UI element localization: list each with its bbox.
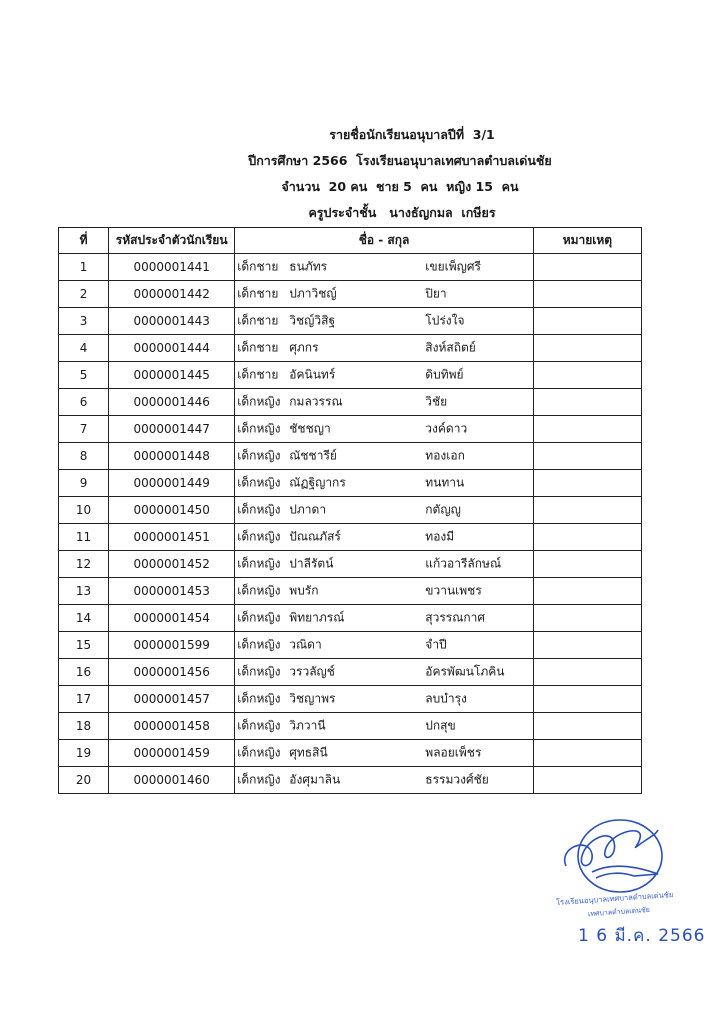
last-name: ขวานเพชร — [425, 583, 482, 598]
student-name — [235, 389, 534, 416]
first-name: ศุภกร — [289, 340, 319, 355]
first-name: พบรัก — [289, 583, 319, 598]
name-prefix: เด็กหญิง — [237, 475, 281, 490]
last-name: ลบบำรุง — [425, 691, 467, 706]
row-number: 4 — [59, 335, 109, 362]
first-name: ปาลีรัตน์ — [289, 556, 334, 571]
table-row — [59, 362, 642, 389]
student-name — [235, 551, 534, 578]
remarks-cell — [533, 389, 641, 416]
remarks-cell — [533, 416, 641, 443]
remarks-cell — [533, 308, 641, 335]
row-number: 15 — [59, 632, 109, 659]
table-row — [59, 281, 642, 308]
table-row — [59, 308, 642, 335]
student-id: 0000001442 — [109, 281, 235, 308]
row-number: 6 — [59, 389, 109, 416]
last-name: ปิยา — [425, 286, 447, 301]
row-number: 20 — [59, 767, 109, 794]
first-name: อังศุมาลิน — [289, 772, 341, 787]
student-id: 0000001453 — [109, 578, 235, 605]
row-number: 7 — [59, 416, 109, 443]
row-number: 19 — [59, 740, 109, 767]
first-name: กมลวรรณ — [289, 394, 343, 409]
student-id: 0000001446 — [109, 389, 235, 416]
row-number: 12 — [59, 551, 109, 578]
name-prefix: เด็กหญิง — [237, 421, 281, 436]
table-row — [59, 416, 642, 443]
name-prefix: เด็กชาย — [237, 367, 279, 382]
homeroom-teacher-line: ครูประจำชั้น นางธัญกมล เกษียร — [308, 205, 496, 220]
remarks-cell — [533, 551, 641, 578]
first-name: วิภวานี — [289, 718, 326, 733]
remarks-cell — [533, 713, 641, 740]
name-prefix: เด็กชาย — [237, 313, 279, 328]
student-name — [235, 632, 534, 659]
last-name: พลอยเพ็ชร — [425, 745, 482, 760]
student-name — [235, 497, 534, 524]
table-row — [59, 605, 642, 632]
student-id: 0000001458 — [109, 713, 235, 740]
table-row — [59, 767, 642, 794]
student-id: 0000001457 — [109, 686, 235, 713]
student-name — [235, 659, 534, 686]
student-name — [235, 335, 534, 362]
column-header-student-id: รหัสประจำตัวนักเรียน — [109, 228, 235, 254]
student-name — [235, 416, 534, 443]
first-name: วิชญาพร — [289, 691, 336, 706]
student-id: 0000001448 — [109, 443, 235, 470]
first-name: ปัณณภัสร์ — [289, 529, 341, 544]
student-name — [235, 578, 534, 605]
student-id: 0000001444 — [109, 335, 235, 362]
student-name — [235, 713, 534, 740]
table-row — [59, 470, 642, 497]
document-title: รายชื่อนักเรียนอนุบาลปีที่ 3/1 — [329, 127, 495, 142]
student-count-line: จำนวน 20 คน ชาย 5 คน หญิง 15 คน — [281, 179, 519, 194]
last-name: อัครพัฒนโภคิน — [425, 664, 505, 679]
name-prefix: เด็กหญิง — [237, 718, 281, 733]
student-name — [235, 362, 534, 389]
last-name: ทนทาน — [425, 475, 465, 490]
first-name: ปภาวิชญ์ — [289, 286, 337, 301]
last-name: วงค์ดาว — [425, 421, 468, 436]
row-number: 14 — [59, 605, 109, 632]
name-prefix: เด็กหญิง — [237, 448, 281, 463]
student-id: 0000001441 — [109, 254, 235, 281]
remarks-cell — [533, 281, 641, 308]
name-prefix: เด็กหญิง — [237, 529, 281, 544]
row-number: 2 — [59, 281, 109, 308]
remarks-cell — [533, 443, 641, 470]
stamp-school-name: โรงเรียนอนุบาลเทศบาลตำบลเด่นชัย — [555, 889, 674, 908]
row-number: 8 — [59, 443, 109, 470]
name-prefix: เด็กหญิง — [237, 610, 281, 625]
name-prefix: เด็กหญิง — [237, 583, 281, 598]
table-row — [59, 632, 642, 659]
row-number: 9 — [59, 470, 109, 497]
last-name: กตัญญู — [425, 502, 461, 517]
column-header-full-name: ชื่อ - สกุล — [235, 228, 534, 254]
column-header-remarks: หมายเหตุ — [533, 228, 641, 254]
student-name — [235, 686, 534, 713]
table-row — [59, 659, 642, 686]
remarks-cell — [533, 686, 641, 713]
student-name — [235, 470, 534, 497]
remarks-cell — [533, 767, 641, 794]
name-prefix: เด็กหญิง — [237, 556, 281, 571]
first-name: วิชญ์วิสิฐ — [289, 313, 336, 328]
name-prefix: เด็กหญิง — [237, 637, 281, 652]
remarks-cell — [533, 470, 641, 497]
stamp-circle — [578, 820, 662, 892]
table-row — [59, 578, 642, 605]
row-number: 10 — [59, 497, 109, 524]
student-id: 0000001456 — [109, 659, 235, 686]
name-prefix: เด็กหญิง — [237, 772, 281, 787]
school-year-line: ปีการศึกษา 2566 โรงเรียนอนุบาลเทศบาลตำบลเด่นชัย — [248, 153, 552, 168]
last-name: ดิบทิพย์ — [425, 367, 464, 382]
table-row — [59, 443, 642, 470]
table-row — [59, 497, 642, 524]
first-name: ชัชชญา — [289, 421, 331, 436]
column-header-number: ที่ — [59, 228, 109, 254]
name-prefix: เด็กชาย — [237, 286, 279, 301]
student-name — [235, 281, 534, 308]
name-prefix: เด็กหญิง — [237, 394, 281, 409]
student-id: 0000001451 — [109, 524, 235, 551]
name-prefix: เด็กหญิง — [237, 691, 281, 706]
name-prefix: เด็กหญิง — [237, 502, 281, 517]
student-name — [235, 524, 534, 551]
table-row — [59, 524, 642, 551]
table-row — [59, 335, 642, 362]
table-row — [59, 740, 642, 767]
row-number: 16 — [59, 659, 109, 686]
stamp-municipality: เทศบาลตำบลเด่นชัย — [587, 905, 651, 919]
table-header-row — [59, 228, 642, 254]
remarks-cell — [533, 524, 641, 551]
signature-stamp — [548, 818, 688, 898]
first-name: ธนภัทร — [289, 259, 328, 274]
first-name: ณัชชารีย์ — [289, 448, 337, 463]
student-id: 0000001450 — [109, 497, 235, 524]
remarks-cell — [533, 605, 641, 632]
last-name: สิงห์สถิตย์ — [425, 340, 476, 355]
student-roster-table — [58, 227, 642, 794]
last-name: แก้วอารีลักษณ์ — [425, 556, 502, 571]
last-name: ทองมี — [425, 529, 455, 544]
last-name: โปร่งใจ — [425, 313, 465, 328]
remarks-cell — [533, 659, 641, 686]
first-name: วณิดา — [289, 637, 322, 652]
last-name: ปกสุข — [425, 718, 456, 733]
last-name: วิชัย — [425, 394, 448, 409]
name-prefix: เด็กหญิง — [237, 745, 281, 760]
row-number: 5 — [59, 362, 109, 389]
name-prefix: เด็กหญิง — [237, 664, 281, 679]
student-id: 0000001447 — [109, 416, 235, 443]
row-number: 11 — [59, 524, 109, 551]
last-name: ทองเอก — [425, 448, 465, 463]
remarks-cell — [533, 254, 641, 281]
first-name: ปภาดา — [289, 502, 327, 517]
name-prefix: เด็กชาย — [237, 259, 279, 274]
last-name: จำปี — [425, 637, 447, 652]
table-row — [59, 551, 642, 578]
table-body — [59, 254, 642, 794]
remarks-cell — [533, 632, 641, 659]
row-number: 13 — [59, 578, 109, 605]
stamp-date: 1 6 มี.ค. 2566 — [578, 926, 706, 946]
first-name: ณัฏฐิญากร — [289, 475, 346, 490]
student-id: 0000001449 — [109, 470, 235, 497]
name-prefix: เด็กชาย — [237, 340, 279, 355]
student-name — [235, 443, 534, 470]
table-row — [59, 686, 642, 713]
student-name — [235, 254, 534, 281]
remarks-cell — [533, 335, 641, 362]
remarks-cell — [533, 362, 641, 389]
row-number: 17 — [59, 686, 109, 713]
first-name: วรวลัญช์ — [289, 664, 335, 679]
first-name: อัคนินทร์ — [289, 367, 336, 382]
student-id: 0000001459 — [109, 740, 235, 767]
table-row — [59, 389, 642, 416]
student-name — [235, 308, 534, 335]
last-name: ธรรมวงศ์ชัย — [425, 772, 489, 787]
first-name: ศุทธสินี — [289, 745, 328, 760]
row-number: 3 — [59, 308, 109, 335]
last-name: เขยเพ็ญศรี — [425, 259, 481, 274]
remarks-cell — [533, 578, 641, 605]
student-id: 0000001452 — [109, 551, 235, 578]
student-id: 0000001460 — [109, 767, 235, 794]
student-name — [235, 740, 534, 767]
last-name: สุวรรณกาศ — [425, 610, 485, 625]
remarks-cell — [533, 740, 641, 767]
student-id: 0000001443 — [109, 308, 235, 335]
student-name — [235, 767, 534, 794]
row-number: 18 — [59, 713, 109, 740]
table-row — [59, 254, 642, 281]
stamp-emblem-wave — [592, 866, 658, 878]
student-id: 0000001445 — [109, 362, 235, 389]
table-row — [59, 713, 642, 740]
row-number: 1 — [59, 254, 109, 281]
first-name: พิทยาภรณ์ — [289, 610, 345, 625]
student-id: 0000001454 — [109, 605, 235, 632]
remarks-cell — [533, 497, 641, 524]
student-id: 0000001599 — [109, 632, 235, 659]
student-name — [235, 605, 534, 632]
